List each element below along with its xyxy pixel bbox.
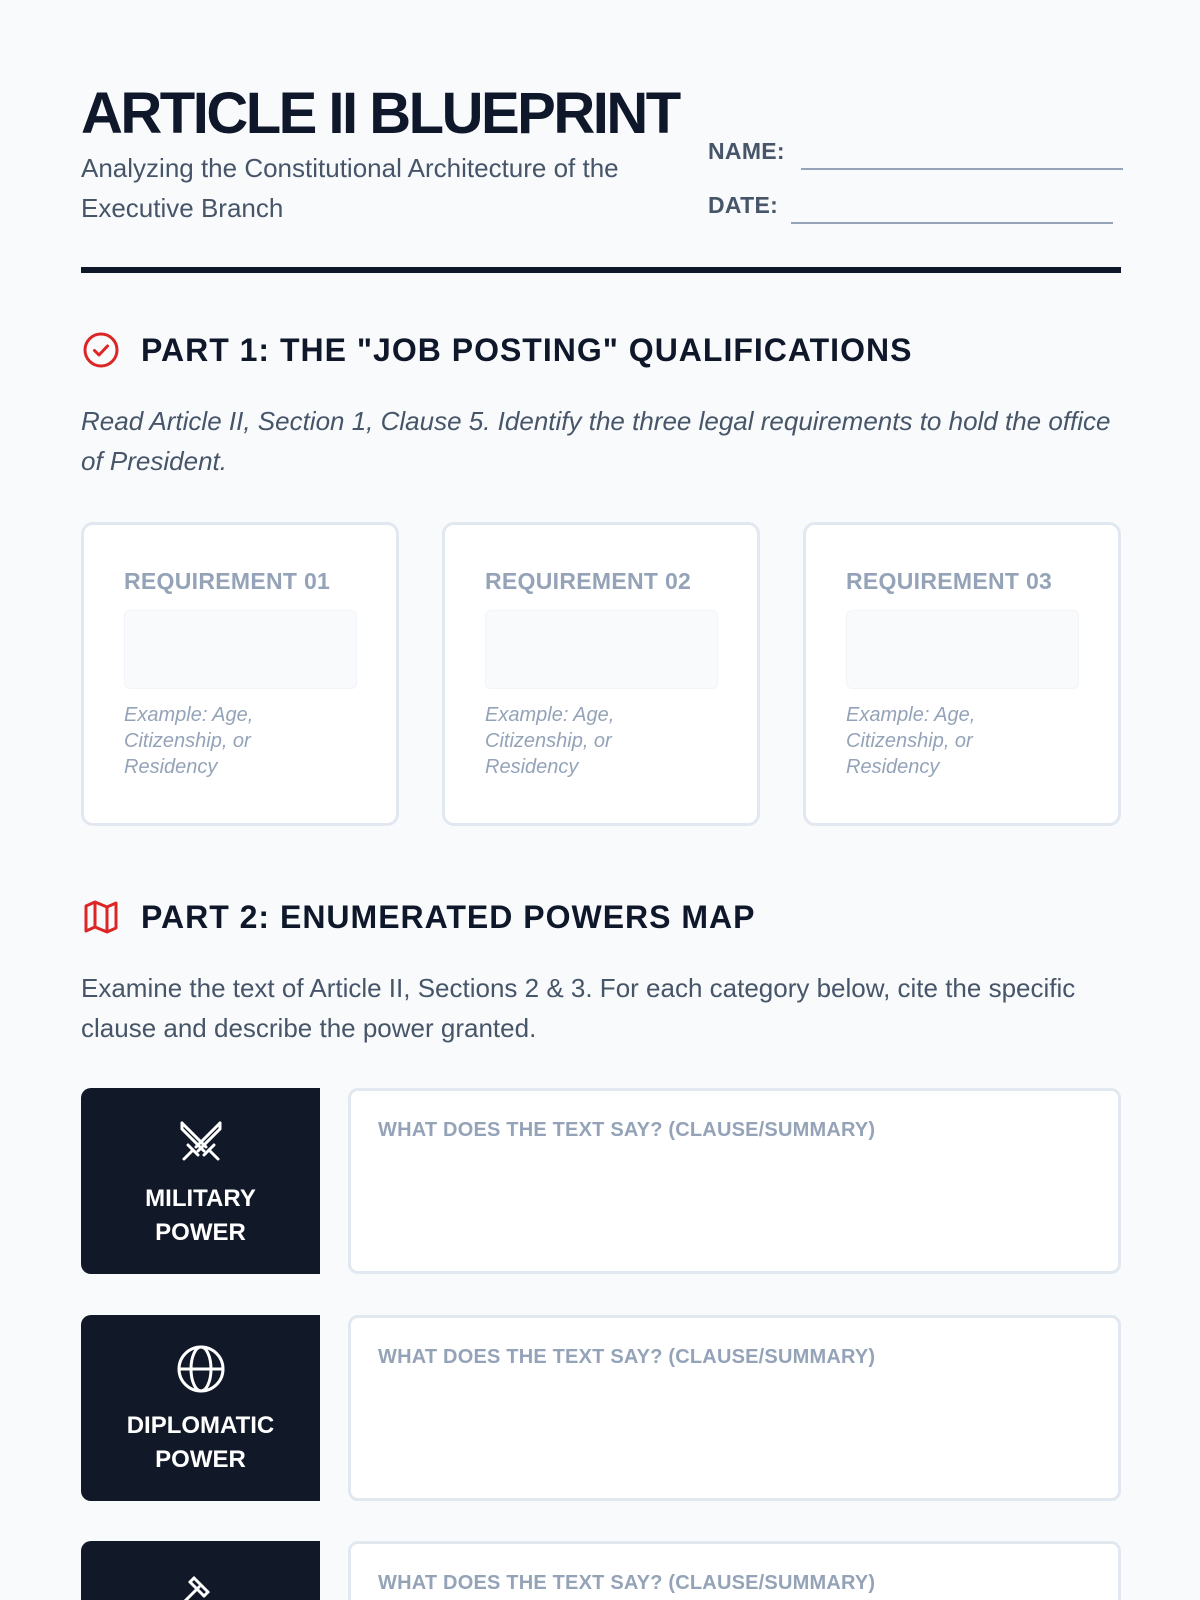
power-name: DIPLOMATIC POWER [126, 1412, 275, 1473]
worksheet-header [81, 81, 1121, 274]
requirement-hint: Example: Age, Citizenship, or Residency [846, 704, 976, 778]
requirement-input[interactable] [124, 610, 357, 689]
power-prompt: WHAT DOES THE TEXT SAY? (CLAUSE/SUMMARY) [378, 1119, 876, 1141]
part2-instructions: Examine the text of Article II, Sections 2 & 3. For each category below, cite the specific clause and describe the power granted. [81, 973, 1076, 1043]
page-subtitle: Analyzing the Constitutional Architecture of the Executive Branch [81, 153, 619, 223]
name-label: NAME: [708, 138, 785, 164]
globe-icon [175, 1343, 227, 1395]
part1-heading [81, 330, 912, 370]
requirement-hint: Example: Age, Citizenship, or Residency [485, 704, 615, 778]
power-tile [81, 1088, 320, 1274]
name-field[interactable] [708, 134, 1123, 188]
part2-title: PART 2: ENUMERATED POWERS MAP [141, 898, 756, 935]
date-label: DATE: [708, 192, 779, 218]
part1-title: PART 1: THE "JOB POSTING" QUALIFICATIONS [141, 331, 913, 368]
part2-heading [81, 897, 756, 937]
part1-instructions: Read Article II, Section 1, Clause 5. Identify the three legal requirements to hold the office of President. [81, 406, 1111, 476]
requirement-input[interactable] [846, 610, 1079, 689]
power-row [81, 1315, 1121, 1501]
gavel-icon [175, 1569, 227, 1600]
requirement-card [442, 522, 760, 826]
date-line[interactable] [791, 222, 1113, 224]
requirement-input[interactable] [485, 610, 718, 689]
power-tile [81, 1315, 320, 1501]
power-prompt: WHAT DOES THE TEXT SAY? (CLAUSE/SUMMARY) [378, 1346, 876, 1368]
page-title: ARTICLE II BLUEPRINT [81, 81, 679, 146]
power-row [81, 1541, 1121, 1600]
requirement-hint: Example: Age, Citizenship, or Residency [124, 704, 254, 778]
power-answer-box[interactable] [348, 1088, 1121, 1274]
map-icon [81, 897, 121, 937]
name-line[interactable] [801, 168, 1123, 170]
date-field[interactable] [708, 188, 1123, 242]
student-fields [708, 134, 1123, 242]
requirements-row [81, 522, 1121, 826]
power-row [81, 1088, 1121, 1274]
requirement-card [803, 522, 1121, 826]
power-tile [81, 1541, 320, 1600]
power-answer-box[interactable] [348, 1541, 1121, 1600]
requirement-label: REQUIREMENT 01 [124, 568, 331, 594]
requirement-label: REQUIREMENT 03 [846, 568, 1053, 594]
requirement-card [81, 522, 399, 826]
power-answer-box[interactable] [348, 1315, 1121, 1501]
power-prompt: WHAT DOES THE TEXT SAY? (CLAUSE/SUMMARY) [378, 1572, 876, 1594]
check-circle-icon [81, 330, 121, 370]
header-divider [81, 267, 1121, 273]
power-name: MILITARY POWER [145, 1185, 256, 1246]
requirement-label: REQUIREMENT 02 [485, 568, 692, 594]
crossed-swords-icon [175, 1116, 227, 1168]
